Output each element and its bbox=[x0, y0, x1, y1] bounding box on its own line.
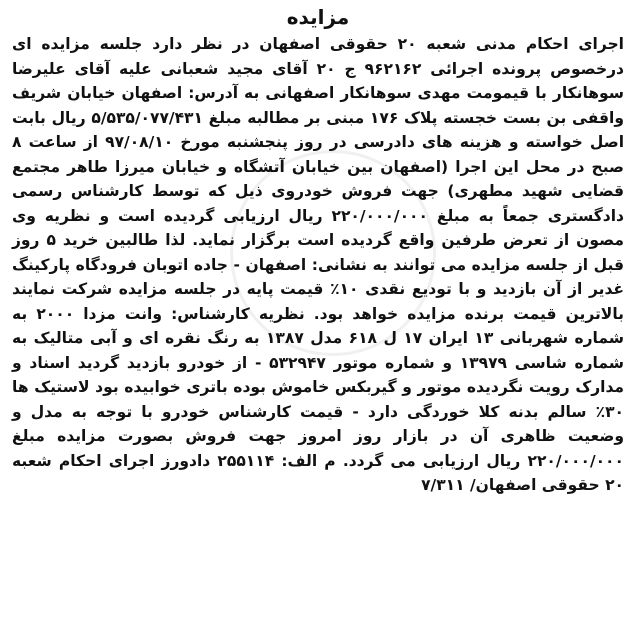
notice-title: مزایده bbox=[286, 5, 350, 29]
notice-body: اجرای احکام مدنی شعبه ۲۰ حقوقی اصفهان در نظر دارد جلسه مزایده ای درخصوص پرونده اجرائی ۹۶۲۱۶۲ ج ۲۰ آقای مجید شعبانی علیه آقای علیرضا سوهانکار با قیمومت مهدی سوهانکار اصفهانی به آدرس: اصفهان خیابان شریف واقفی بن بست خجسته پلاک ۱۷۶ مبنی بر مطالبه مبلغ ۵/۵۳۵/۰۷۷/۴۳۱ ریال بابت اصل خواسته و هزینه های دادرسی در روز پنجشنبه مورخ ۹۷/۰۸/۱۰ از ساعت ۸ صبح در محل این اجرا (اصفهان بین خیابان آتشگاه و خیابان میرزا طاهر مجتمع قضایی شهید مطهری) جهت فروش خودروی ذیل که توسط کارشناس رسمی دادگستری جمعاً به مبلغ ۲۲۰/۰۰۰/۰۰۰ ریال ارزیابی گردیده است و نظریه وی مصون از تعرض طرفین واقع گردیده است برگزار نماید. لذا طالبین خرید ۵ روز قبل از جلسه مزایده می توانند به نشانی: اصفهان - جاده اتوبان فرودگاه پارکینگ غدیر از آن بازدید و با تودیع نقدی ۱۰٪ قیمت پایه در جلسه مزایده شرکت نمایند بالاترین قیمت برنده مزایده خواهد بود. نظریه کارشناس: وانت مزدا ۲۰۰۰ به شماره شهربانی ۱۳ ایران ۱۷ ل ۶۱۸ مدل ۱۳۸۷ به رنگ نقره ای و آبی متالیک به شماره شاسی ۱۳۹۷۹ و شماره موتور ۵۳۲۹۴۷ - از خودرو بازدید گردید اسناد و مدارک رویت نگردیده موتور و گیربکس خاموش بوده باتری خوابیده بود لاستیک ها ۳۰٪ سالم بدنه کلا خوردگی دارد - قیمت کارشناس خودرو با توجه به مدل و وضعیت ظاهری آن در بازار روز امروز جهت فروش بصورت مزایده مبلغ ۲۲۰/۰۰۰/۰۰۰ ریال ارزیابی می گردد. م الف: ۲۵۵۱۱۴ دادورز اجرای احکام شعبه ۲۰ حقوقی اصفهان/ ۷/۳۱۱ bbox=[12, 35, 625, 494]
auction-notice bbox=[10, 0, 626, 622]
